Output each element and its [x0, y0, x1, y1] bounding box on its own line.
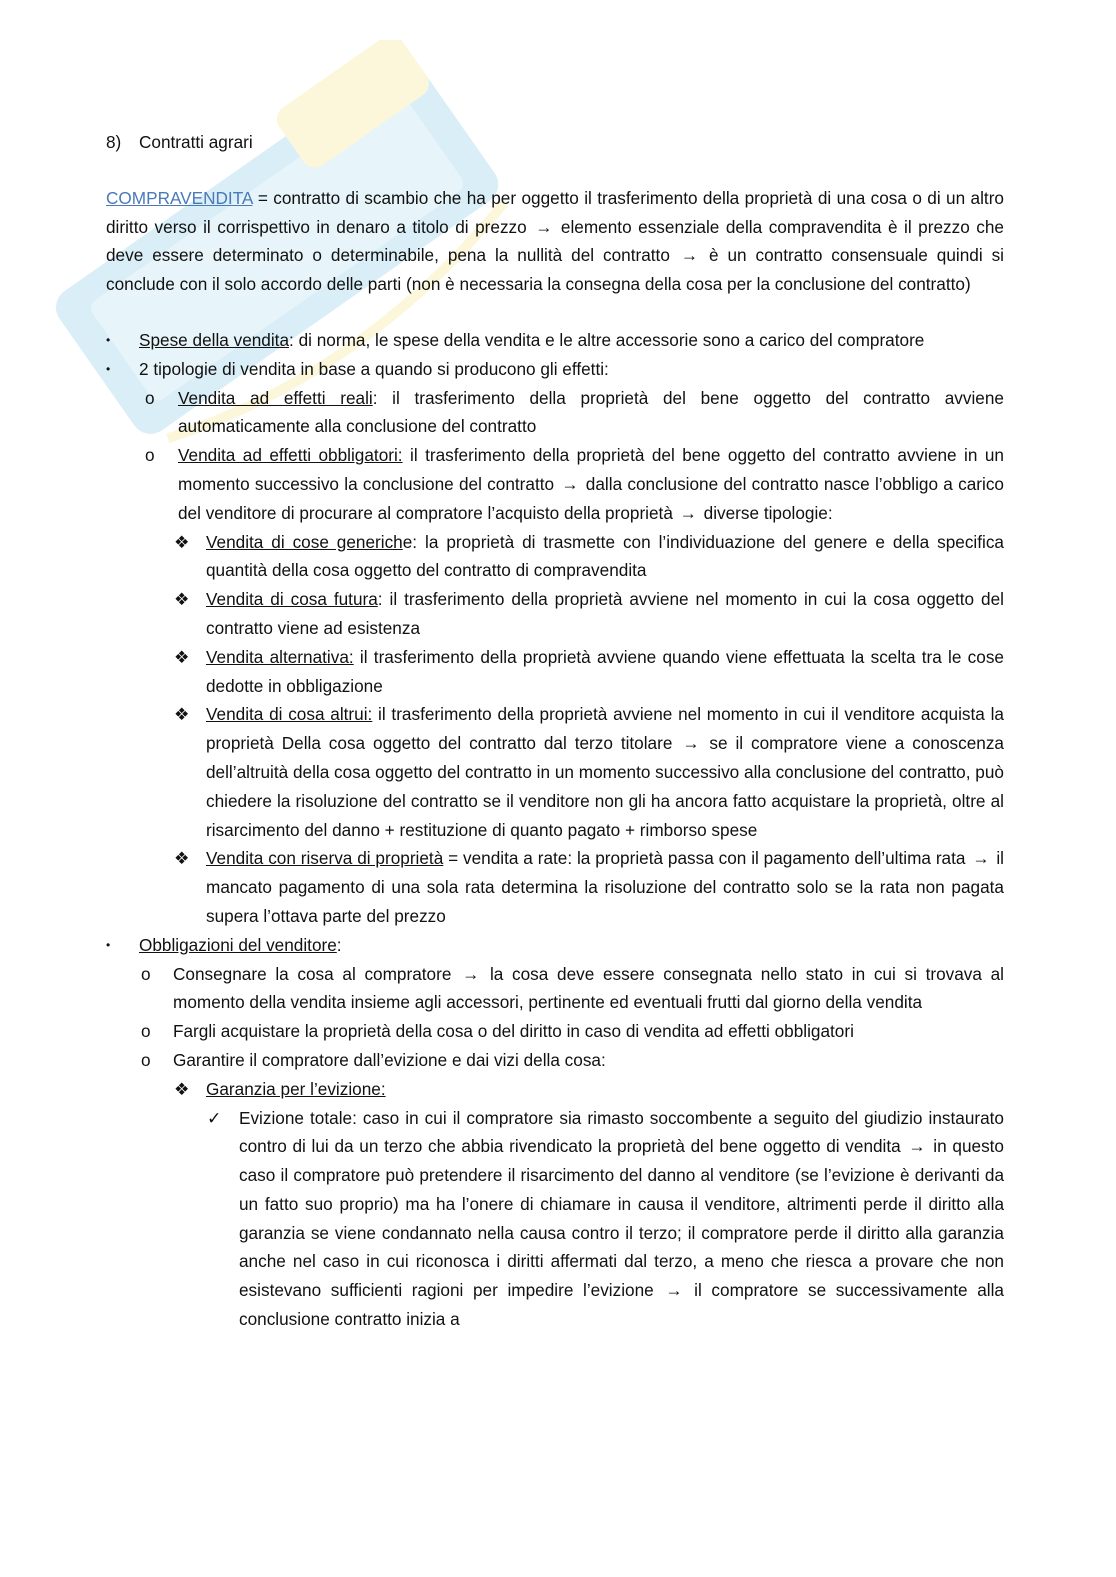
- circle-bullet-icon: o: [141, 1021, 151, 1042]
- circle-bullet-icon: o: [145, 445, 155, 466]
- section-heading: [106, 128, 1004, 157]
- list-item-fargli: o Fargli acquistare la proprietà della cosa o del diritto in caso di vendita ad effetti obbligatori: [106, 1017, 1004, 1046]
- diamond-bullet-icon: ❖: [174, 704, 190, 725]
- diamond-bullet-icon: ❖: [174, 848, 190, 869]
- list-item-effetti-reali: o Vendita ad effetti reali: il trasferimento della proprietà del bene oggetto del contratto avviene automaticamente alla conclusione del contratto: [106, 384, 1004, 442]
- arrow-icon: →: [679, 502, 697, 523]
- arrow-icon: →: [972, 848, 990, 869]
- arrow-icon: →: [680, 245, 699, 266]
- section-number: 8): [106, 132, 122, 152]
- arrow-icon: →: [908, 1136, 926, 1157]
- list-item-alternativa: ❖ Vendita alternativa: il trasferimento della proprietà avviene quando viene effettuata la scelta tra le cose dedotte in obbligazione: [106, 643, 1004, 701]
- list-item-tipologie: • 2 tipologie di vendita in base a quando si producono gli effetti:: [106, 355, 1004, 384]
- circle-bullet-icon: o: [141, 963, 151, 984]
- arrow-icon: →: [682, 733, 700, 754]
- list-item-garantire: o Garantire il compratore dall’evizione e dai vizi della cosa:: [106, 1046, 1004, 1075]
- compravendita-link[interactable]: COMPRAVENDITA: [106, 187, 253, 208]
- section-title: Contratti agrari: [139, 132, 253, 152]
- list-item-garanzia-evizione: ❖ Garanzia per l’evizione:: [106, 1075, 1004, 1104]
- arrow-icon: →: [665, 1280, 683, 1301]
- arrow-icon: →: [535, 216, 553, 237]
- arrow-icon: →: [561, 473, 579, 494]
- list-item-riserva-proprieta: ❖ Vendita con riserva di proprietà = vendita a rate: la proprietà passa con il pagamento dell’ultima rata → il mancato pagamento di una sola rata determina la risoluzione del contratto solo se la rata non pagata supera l’ottava parte del prezzo: [106, 844, 1004, 930]
- list-item-cosa-altrui: ❖ Vendita di cosa altrui: il trasferimento della proprietà avviene nel momento in cui il venditore acquista la proprietà Della cosa oggetto del contratto dal terzo titolare → se il compratore viene a conoscenza dell’altruità della cosa oggetto del contratto in un momento successivo alla conclusione del contratto, può chiedere la risoluzione del contratto se il venditore non gli ha ancora fatto acquistare la proprietà, oltre al risarcimento del danno + restituzione di quanto pagato + rimborso spese: [106, 700, 1004, 844]
- list-item-cosa-futura: ❖ Vendita di cosa futura: il trasferimento della proprietà avviene nel momento in cui la cosa oggetto del contratto viene ad esistenza: [106, 585, 1004, 643]
- arrow-icon: →: [462, 963, 480, 984]
- bullet-icon: •: [106, 332, 111, 347]
- diamond-bullet-icon: ❖: [174, 646, 190, 667]
- circle-bullet-icon: o: [145, 387, 155, 408]
- diamond-bullet-icon: ❖: [174, 589, 190, 610]
- bullet-icon: •: [106, 937, 111, 952]
- list-item-consegnare: o Consegnare la cosa al compratore → la cosa deve essere consegnata nello stato in cui si trovava al momento della vendita insieme agli accessori, pertinente ed eventuali frutti dal giorno della vendita: [106, 960, 1004, 1018]
- circle-bullet-icon: o: [141, 1049, 151, 1070]
- list-item-obbligazioni: • Obbligazioni del venditore:: [106, 931, 1004, 960]
- list-item-cose-generiche: ❖ Vendita di cose generiche: la proprietà di trasmette con l’individuazione del genere e della specifica quantità della cosa oggetto del contratto di compravendita: [106, 528, 1004, 586]
- document-page: [106, 128, 1004, 1334]
- check-icon: ✓: [207, 1107, 222, 1128]
- list-item-evizione-totale: ✓ Evizione totale: caso in cui il compratore sia rimasto soccombente a seguito del giudizio instaurato contro di lui da un terzo che abbia rivendicato la proprietà del bene oggetto di vendita → in questo caso il compratore può pretendere il risarcimento del danno al venditore (se l’evizione è derivanti da un fatto suo proprio) ma ha l’onere di chiamare in causa il venditore, altrimenti perde il diritto alla garanzia se viene condannato nella causa contro il terzo; il compratore perde il diritto alla garanzia anche nel caso in cui riconosca i diritti affermati dal terzo, a meno che riesca a provare che non esistevano sufficienti ragioni per impedire l’evizione → il compratore se successivamente alla conclusione contratto inizia a: [106, 1104, 1004, 1334]
- bullet-icon: •: [106, 361, 111, 376]
- list-item-spese: • Spese della vendita: di norma, le spese della vendita e le altre accessorie sono a carico del compratore: [106, 326, 1004, 355]
- list-item-effetti-obbligatori: o Vendita ad effetti obbligatori: il trasferimento della proprietà del bene oggetto del contratto avviene in un momento successivo la conclusione del contratto → dalla conclusione del contratto nasce l’obbligo a carico del venditore di procurare al compratore l’acquisto della proprietà → diverse tipologie:: [106, 441, 1004, 527]
- diamond-bullet-icon: ❖: [174, 1078, 190, 1099]
- intro-paragraph: COMPRAVENDITA = contratto di scambio che ha per oggetto il trasferimento della proprietà di una cosa o di un altro diritto verso il corrispettivo in denaro a titolo di prezzo → elemento essenziale della compravendita è il prezzo che deve essere determinato o determinabile, pena la nullità del contratto → è un contratto consensuale quindi si conclude con il solo accordo delle parti (non è necessaria la consegna della cosa per la conclusione del contratto): [106, 187, 1004, 295]
- diamond-bullet-icon: ❖: [174, 531, 190, 552]
